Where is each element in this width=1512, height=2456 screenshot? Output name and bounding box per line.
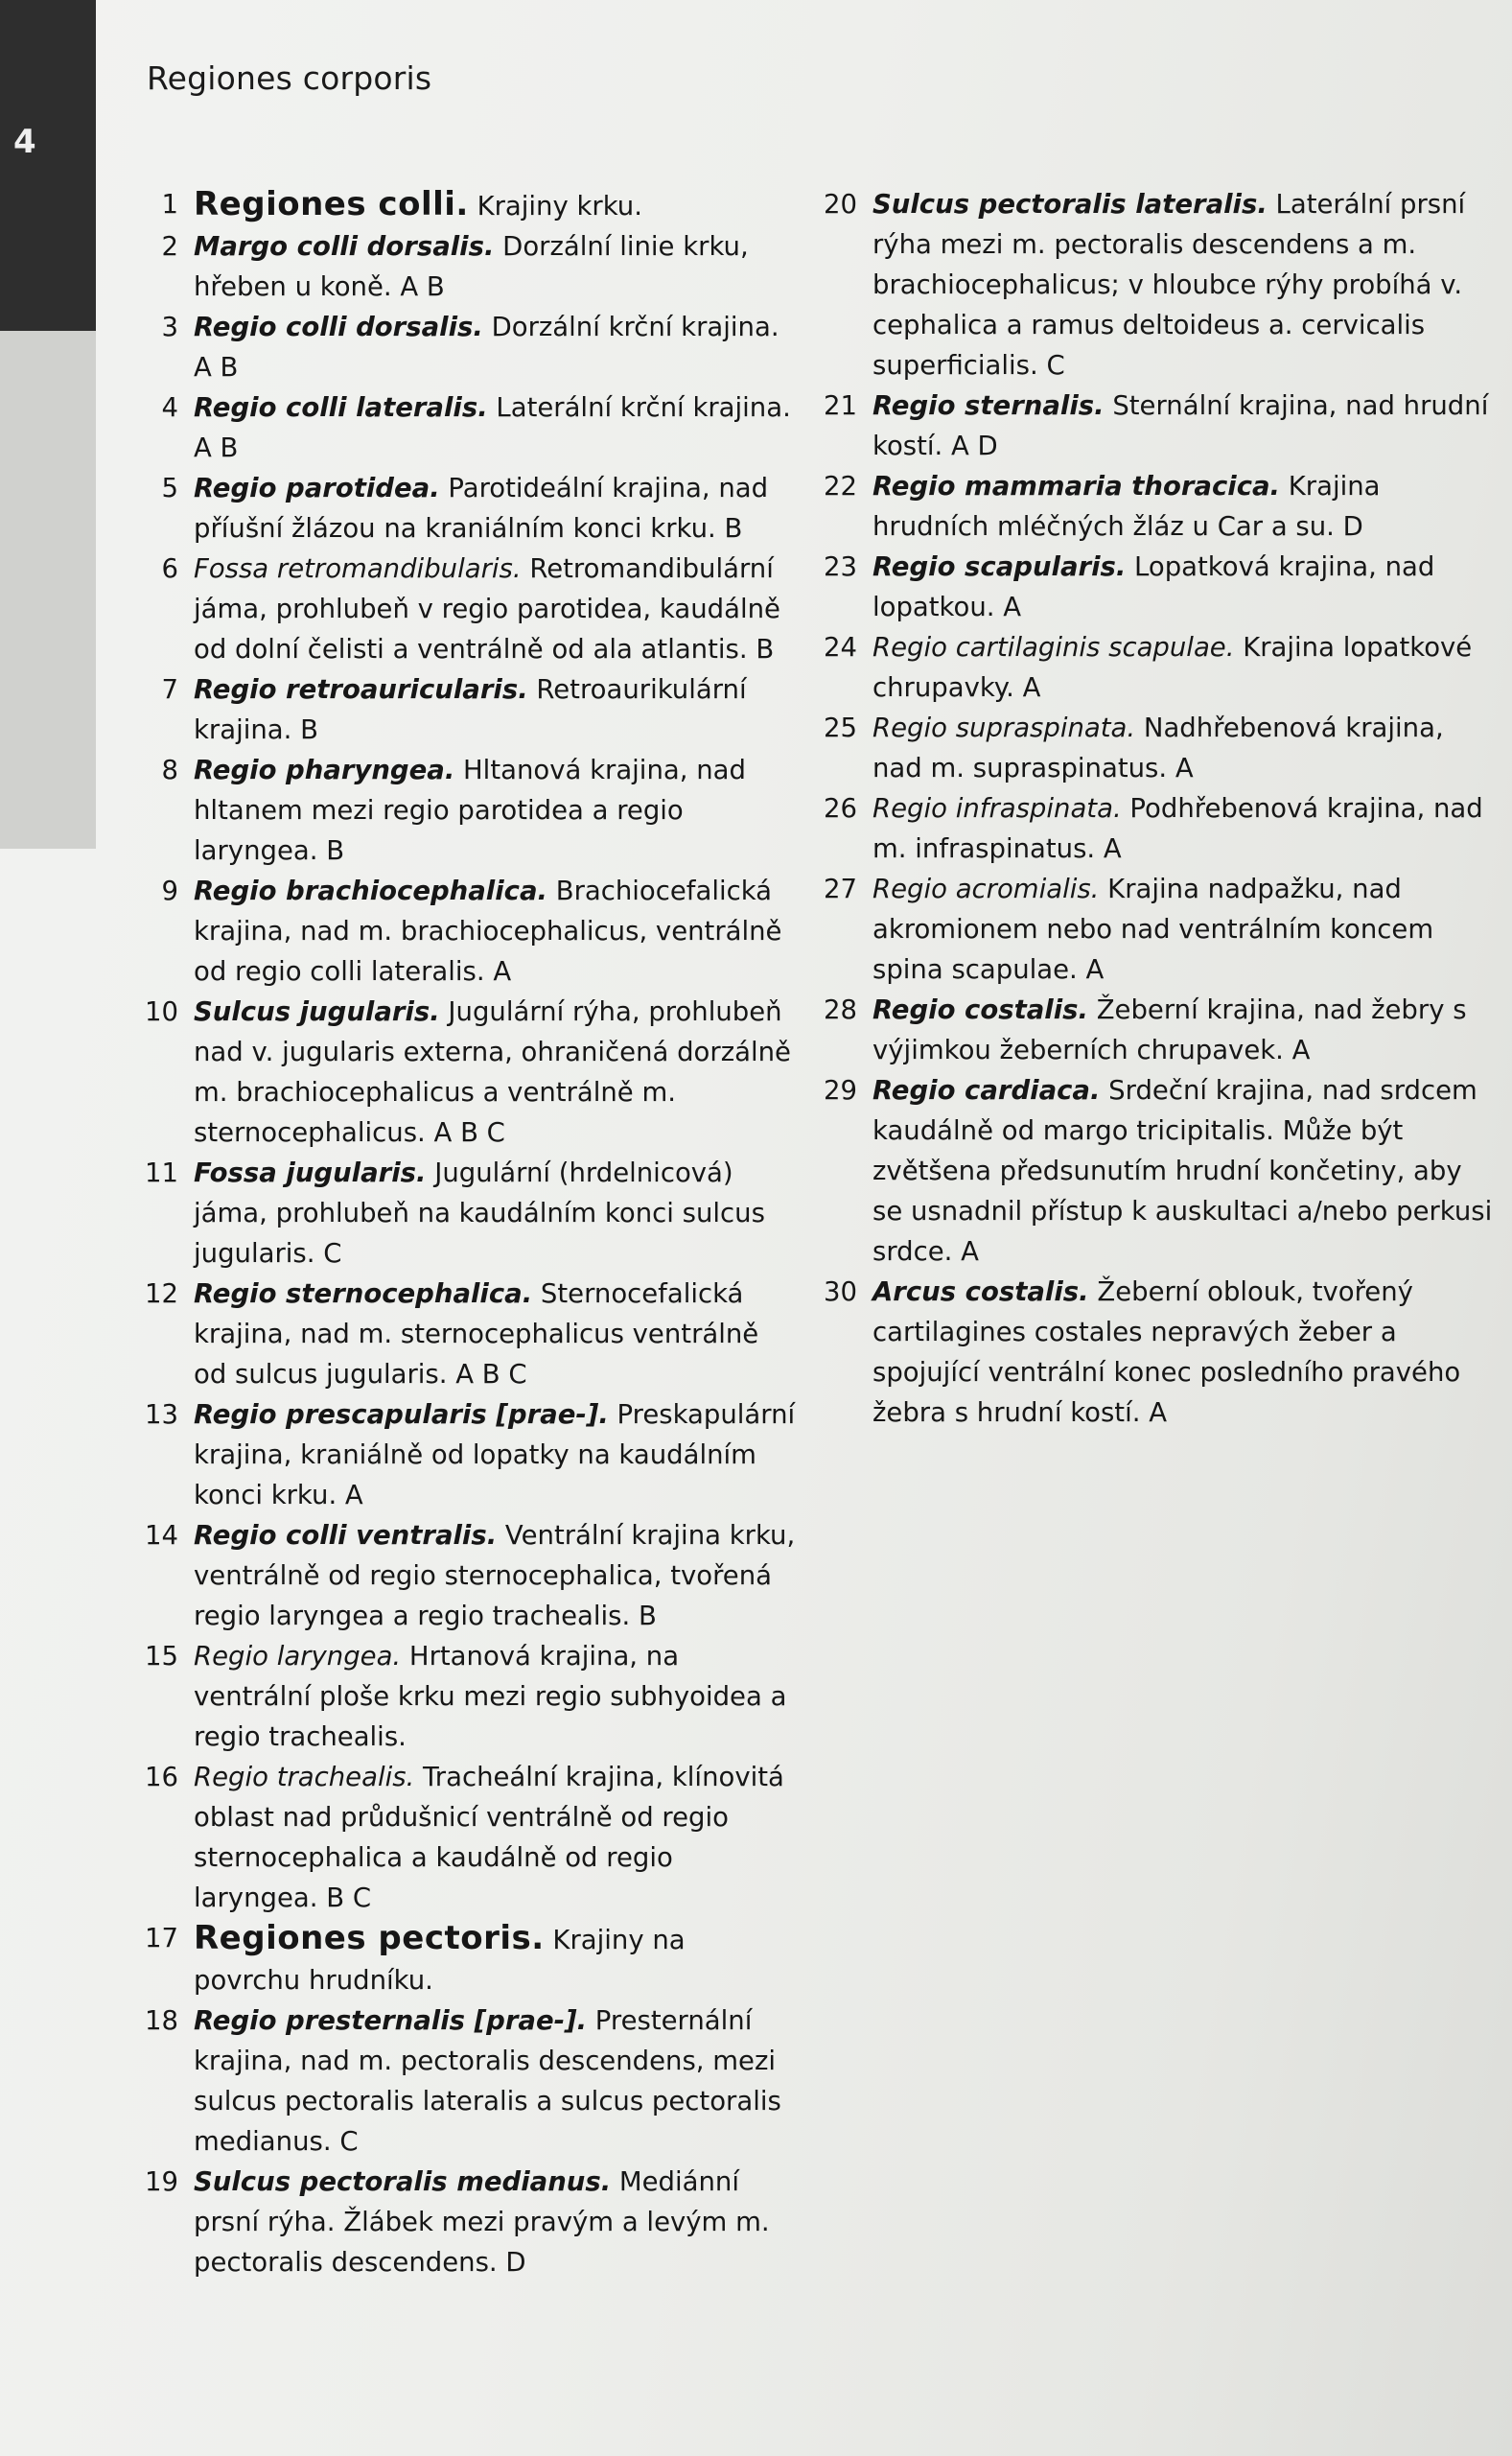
entry-term: Sulcus pectoralis lateralis. bbox=[872, 189, 1268, 220]
entry bbox=[813, 869, 1494, 990]
entry bbox=[134, 1757, 796, 1918]
entry-number: 13 bbox=[145, 1399, 178, 1430]
entry-term: Regio cartilaginis scapulae. bbox=[872, 632, 1235, 663]
entry-term: Regio colli ventralis. bbox=[194, 1520, 498, 1551]
entry-term: Arcus costalis. bbox=[872, 1276, 1089, 1307]
entry-text: Jugulární rýha, prohlubeň nad v. jugularis externa, ohraničená dorzálně m. brachiocephalicus a ventrálně m. sternocephalicus. A B C bbox=[194, 996, 791, 1148]
entry-number: 12 bbox=[145, 1278, 178, 1309]
entry-number: 3 bbox=[161, 312, 178, 342]
entry bbox=[813, 466, 1494, 547]
right-column bbox=[813, 184, 1494, 1433]
entry-text: Laterální krční krajina. A B bbox=[194, 392, 791, 463]
entry-term: Regio trachealis. bbox=[194, 1762, 415, 1792]
entry bbox=[813, 788, 1494, 869]
entry-term: Regio colli lateralis. bbox=[194, 392, 488, 423]
entry-term: Regio sternocephalica. bbox=[194, 1278, 533, 1309]
entry-text: Brachiocefalická krajina, nad m. brachiocephalicus, ventrálně od regio colli lateralis. A bbox=[194, 876, 782, 987]
entry-text: Tracheální krajina, klínovitá oblast nad průdušnicí ventrálně od regio sternocephalica a kaudálně od regio laryngea. B C bbox=[194, 1762, 784, 1913]
entry bbox=[813, 547, 1494, 627]
entry-number: 26 bbox=[824, 793, 857, 824]
entry bbox=[134, 2000, 796, 2162]
entry-number: 18 bbox=[145, 2005, 178, 2036]
entry bbox=[134, 307, 796, 387]
entry-text: Krajina nadpažku, nad akromionem nebo nad ventrálním koncem spina scapulae. A bbox=[872, 874, 1434, 985]
entry-number: 8 bbox=[161, 755, 178, 785]
entry-term: Regio brachiocephalica. bbox=[194, 876, 547, 906]
entry-text: Hltanová krajina, nad hltanem mezi regio parotidea a regio laryngea. B bbox=[194, 755, 746, 866]
entry-text: Žeberní krajina, nad žebry s výjimkou žeberních chrupavek. A bbox=[872, 994, 1467, 1065]
entry bbox=[134, 549, 796, 669]
entry-number: 6 bbox=[161, 553, 178, 584]
entry-term: Regio cardiaca. bbox=[872, 1075, 1101, 1106]
entry-number: 16 bbox=[145, 1762, 178, 1792]
entry-text: Krajina hrudních mléčných žláz u Car a su. D bbox=[872, 471, 1381, 542]
entry-text: Podhřebenová krajina, nad m. infraspinatus. A bbox=[872, 793, 1483, 864]
entry-number: 22 bbox=[824, 471, 857, 502]
entry-number: 27 bbox=[824, 874, 857, 904]
entry-text: Presternální krajina, nad m. pectoralis descendens, mezi sulcus pectoralis lateralis a sulcus pectoralis medianus. C bbox=[194, 2005, 781, 2157]
entry-number: 2 bbox=[161, 231, 178, 262]
entry-term: Regio mammaria thoracica. bbox=[872, 471, 1281, 502]
entry-number: 14 bbox=[145, 1520, 178, 1551]
entry bbox=[813, 386, 1494, 466]
entry-number: 5 bbox=[161, 473, 178, 503]
running-head: Regiones corporis bbox=[147, 59, 432, 97]
entry-number: 21 bbox=[824, 390, 857, 421]
entry-term: Regio sternalis. bbox=[872, 390, 1105, 421]
entry-term: Sulcus jugularis. bbox=[194, 996, 440, 1027]
entry bbox=[134, 1918, 796, 2000]
entry-text: Laterální prsní rýha mezi m. pectoralis descendens a m. brachiocephalicus; v hloubce rýhy probíhá v. cephalica a ramus deltoideus a. cervicalis superficialis. C bbox=[872, 189, 1466, 381]
entry-text: Dorzální krční krajina. A B bbox=[194, 312, 779, 383]
entry-term: Regio supraspinata. bbox=[872, 713, 1136, 743]
entry bbox=[813, 990, 1494, 1070]
entry-term: Regio acromialis. bbox=[872, 874, 1100, 904]
entry-text: Krajiny krku. bbox=[468, 191, 642, 222]
entry-text: Sternální krajina, nad hrudní kostí. A D bbox=[872, 390, 1489, 461]
left-column bbox=[134, 184, 796, 2282]
entry-number: 29 bbox=[824, 1075, 857, 1106]
entry bbox=[134, 226, 796, 307]
entry-term: Regio retroauricularis. bbox=[194, 674, 528, 705]
entry-text: Žeberní oblouk, tvořený cartilagines costales nepravých žeber a spojující ventrální konec posledního pravého žebra s hrudní kostí. A bbox=[872, 1276, 1461, 1428]
entry-number: 9 bbox=[161, 876, 178, 906]
entry-number: 10 bbox=[145, 996, 178, 1027]
entry-text: Ventrální krajina krku, ventrálně od regio sternocephalica, tvořená regio laryngea a regio trachealis. B bbox=[194, 1520, 796, 1631]
entry-term: Regio presternalis [prae-]. bbox=[194, 2005, 588, 2036]
entry-text: Nadhřebenová krajina, nad m. supraspinatus. A bbox=[872, 713, 1444, 784]
entry bbox=[134, 871, 796, 992]
entry-text: Retromandibulární jáma, prohlubeň v regio parotidea, kaudálně od dolní čelisti a ventrálně od ala atlantis. B bbox=[194, 553, 780, 665]
entry-number: 15 bbox=[145, 1641, 178, 1672]
entry-term: Regio parotidea. bbox=[194, 473, 440, 503]
entry-text: Krajiny na povrchu hrudníku. bbox=[194, 1925, 686, 1996]
entry bbox=[134, 669, 796, 750]
entry-text: Srdeční krajina, nad srdcem kaudálně od margo tricipitalis. Může být zvětšena předsunutím hrudní končetiny, aby se usnadnil přístup k auskultaci a/nebo perkusi srdce. A bbox=[872, 1075, 1493, 1267]
entry-term: Regiones pectoris. bbox=[194, 1919, 545, 1957]
entry bbox=[813, 184, 1494, 386]
entry bbox=[134, 1515, 796, 1636]
entry-term: Regio costalis. bbox=[872, 994, 1088, 1025]
entry-number: 1 bbox=[161, 189, 178, 220]
entry bbox=[134, 2162, 796, 2282]
entry-term: Regiones colli. bbox=[194, 185, 469, 223]
entry bbox=[134, 1394, 796, 1515]
entry-text: Lopatková krajina, nad lopatkou. A bbox=[872, 551, 1435, 622]
entry-text: Hrtanová krajina, na ventrální ploše krku mezi regio subhyoidea a regio trachealis. bbox=[194, 1641, 787, 1752]
entry bbox=[134, 992, 796, 1153]
entry bbox=[813, 1070, 1494, 1272]
entry bbox=[134, 1636, 796, 1757]
entry-term: Regio scapularis. bbox=[872, 551, 1127, 582]
entry-term: Regio colli dorsalis. bbox=[194, 312, 483, 342]
entry-number: 24 bbox=[824, 632, 857, 663]
entry bbox=[134, 468, 796, 549]
entry bbox=[134, 387, 796, 468]
entry-term: Regio pharyngea. bbox=[194, 755, 455, 785]
entry-number: 30 bbox=[824, 1276, 857, 1307]
chapter-number: 4 bbox=[13, 123, 36, 161]
entry-term: Fossa jugularis. bbox=[194, 1158, 427, 1188]
entry-text: Retroaurikulární krajina. B bbox=[194, 674, 747, 745]
entry bbox=[813, 708, 1494, 788]
entry-term: Regio infraspinata. bbox=[872, 793, 1122, 824]
entry bbox=[813, 1272, 1494, 1433]
entry-number: 25 bbox=[824, 713, 857, 743]
entry-term: Fossa retromandibularis. bbox=[194, 553, 522, 584]
entry-text: Dorzální linie krku, hřeben u koně. A B bbox=[194, 231, 749, 302]
entry bbox=[134, 1274, 796, 1394]
entry-term: Regio laryngea. bbox=[194, 1641, 402, 1672]
entry-number: 19 bbox=[145, 2166, 178, 2197]
entry bbox=[813, 627, 1494, 708]
entry-text: Krajina lopatkové chrupavky. A bbox=[872, 632, 1473, 703]
entry-text: Mediánní prsní rýha. Žlábek mezi pravým a levým m. pectoralis descendens. D bbox=[194, 2166, 770, 2278]
entry-text: Parotideální krajina, nad příušní žlázou na kraniálním konci krku. B bbox=[194, 473, 769, 544]
entry-number: 11 bbox=[145, 1158, 178, 1188]
entry-number: 23 bbox=[824, 551, 857, 582]
edge-tab-shadow bbox=[0, 331, 96, 849]
entry-number: 17 bbox=[145, 1923, 178, 1953]
entry bbox=[134, 1153, 796, 1274]
entry-term: Margo colli dorsalis. bbox=[194, 231, 495, 262]
entry-term: Regio prescapularis [prae-]. bbox=[194, 1399, 609, 1430]
chapter-edge-tab bbox=[0, 0, 96, 331]
entry-text: Sternocefalická krajina, nad m. sternocephalicus ventrálně od sulcus jugularis. A B C bbox=[194, 1278, 759, 1390]
entry-text: Jugulární (hrdelnicová) jáma, prohlubeň na kaudálním konci sulcus jugularis. C bbox=[194, 1158, 765, 1269]
entry bbox=[134, 750, 796, 871]
entry-term: Sulcus pectoralis medianus. bbox=[194, 2166, 612, 2197]
entry bbox=[134, 184, 796, 226]
entry-number: 4 bbox=[161, 392, 178, 423]
entry-text: Preskapulární krajina, kraniálně od lopatky na kaudálním konci krku. A bbox=[194, 1399, 796, 1510]
entry-number: 20 bbox=[824, 189, 857, 220]
entry-number: 7 bbox=[161, 674, 178, 705]
entry-number: 28 bbox=[824, 994, 857, 1025]
